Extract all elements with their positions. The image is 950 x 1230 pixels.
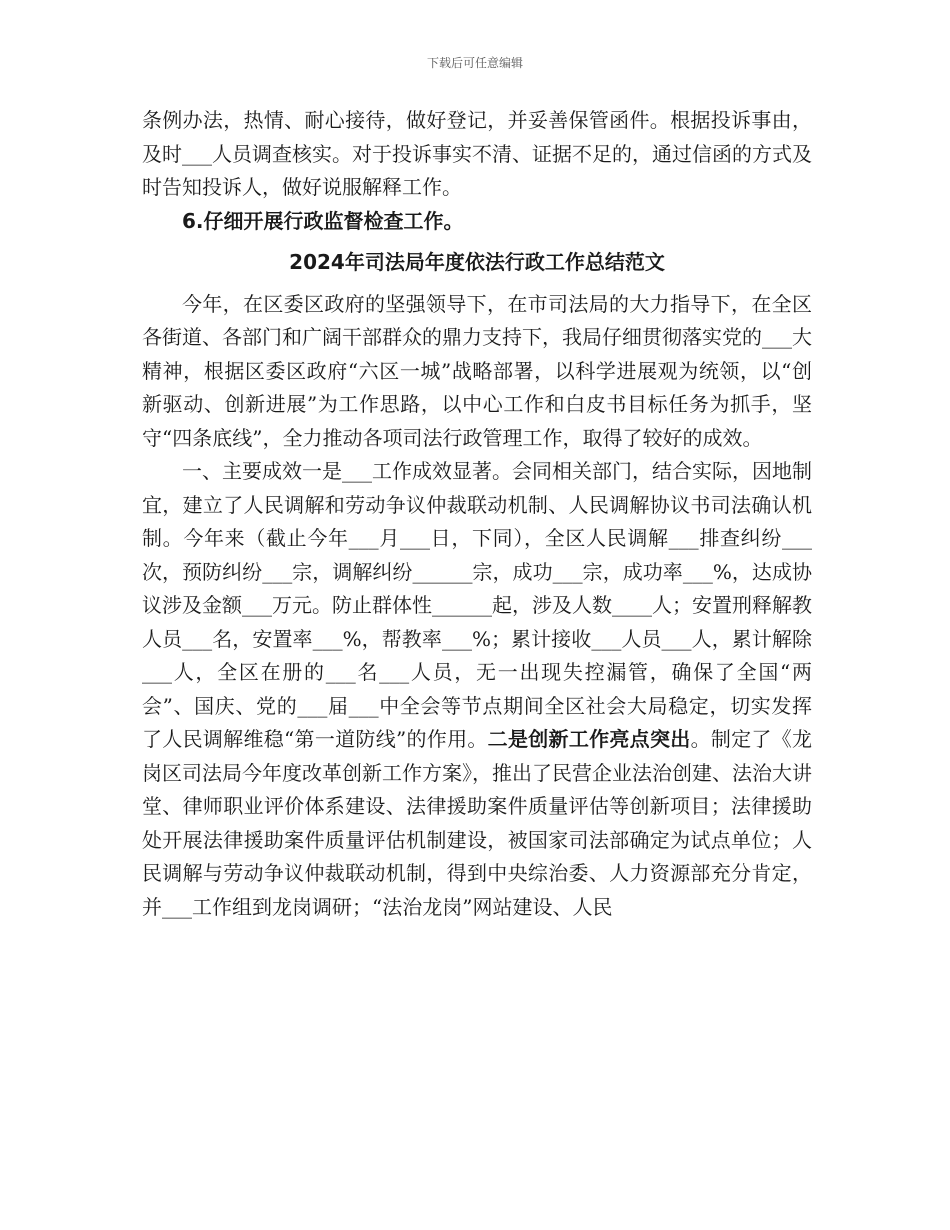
document-title: 2024年司法局年度依法行政工作总结范文: [289, 250, 665, 274]
paragraph-2-bold-phrase: 二是创新工作亮点突出: [487, 727, 691, 751]
page-header-note: 下载后可任意编辑: [426, 56, 523, 70]
document-body: [142, 104, 812, 924]
paragraph-2-text-start: 一、主要成效一是___工作成效显著。会同相关部门，结合实际，因地制宜，建立了人民调解和劳动争议仲裁联动机制、人民调解协议书司法确认机制。今年来（截止今年___月___日，下同），全区人民调解___排查纠纷___次，预防纠纷___宗，调解纠纷______宗，成功___宗，成功率___%，达成协议涉及金额___万元。防止群体性______起，涉及人数____人；安置刑释解教人员___名，安置率___%，帮教率___%；累计接收___人员___人，累计解除___人，全区在册的___名___人员，无一出现失控漏管，确保了全国“两会”、国庆、党的___届___中全会等节点期间全区社会大局稳定，切实发挥了人民调解维稳“第一道防线”的作用。: [142, 459, 812, 751]
paragraph-1: 今年，在区委区政府的坚强领导下，在市司法局的大力指导下，在全区各街道、各部门和广阔干部群众的鼎力支持下，我局仔细贯彻落实党的___大精神，根据区委区政府“六区一城”战略部署，以科学进展观为统领，以“创新驱动、创新进展”为工作思路，以中心工作和白皮书目标任务为抓手，坚守“四条底线”，全力推动各项司法行政管理工作，取得了较好的成效。: [142, 291, 812, 450]
section-heading: 6.仔细开展行政监督检查工作。: [182, 208, 464, 233]
paragraph-2-text-end: 。制定了《龙岗区司法局今年度改革创新工作方案》，推出了民营企业法治创建、法治大讲堂、律师职业评价体系建设、法律援助案件质量评估等创新项目；法律援助处开展法律援助案件质量评估机制建设，被国家司法部确定为试点单位；人民调解与劳动争议仲裁联动机制，得到中央综治委、人力资源部充分肯定，并___工作组到龙岗调研；“法治龙岗”网站建设、人民: [142, 727, 813, 919]
paragraph-2: [142, 455, 812, 924]
paragraph-intro: 条例办法，热情、耐心接待，做好登记，并妥善保管函件。根据投诉事由，及时___人员调查核实。对于投诉事实不清、证据不足的，通过信函的方式及时告知投诉人，做好说服解释工作。: [142, 108, 812, 199]
